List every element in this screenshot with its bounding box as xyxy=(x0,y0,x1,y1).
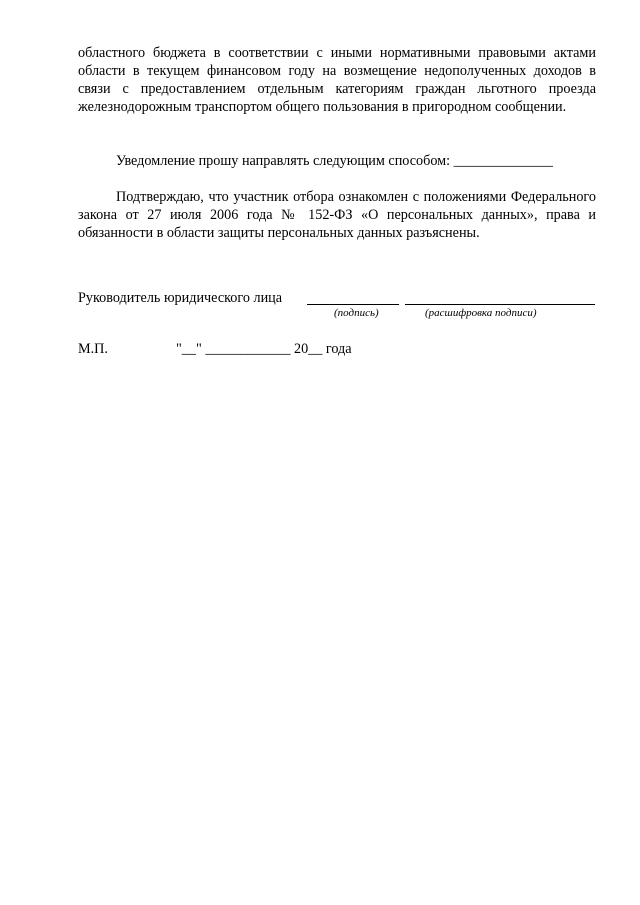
signature-decryption-caption: (расшифровка подписи) xyxy=(425,307,537,319)
date-line: "__" ____________ 20__ года xyxy=(176,341,352,357)
notification-method-line: Уведомление прошу направлять следующим способом: ______________ xyxy=(116,153,553,169)
signature-decryption-blank-line xyxy=(405,304,595,305)
signature-caption: (подпись) xyxy=(334,307,379,319)
paragraph-continuation: областного бюджета в соответствии с иными нормативными правовыми актами области в текущем финансовом году на возмещение недополученных доходов в связи с предоставлением отдельным категориям граждан льготного проезда железнодорожным транспортом общего пользования в пригородном сообщении. xyxy=(78,45,596,115)
head-of-legal-entity-label: Руководитель юридического лица xyxy=(78,290,283,306)
personal-data-consent-paragraph: Подтверждаю, что участник отбора ознакомлен с положениями Федерального закона от 27 июля 2006 года № 152-ФЗ «О персональных данных», права и обязанности в области защиты персональных данных разъяснены. xyxy=(78,189,596,241)
signature-blank-line xyxy=(307,304,399,305)
stamp-label: М.П. xyxy=(78,341,108,357)
signature-row xyxy=(78,290,596,308)
